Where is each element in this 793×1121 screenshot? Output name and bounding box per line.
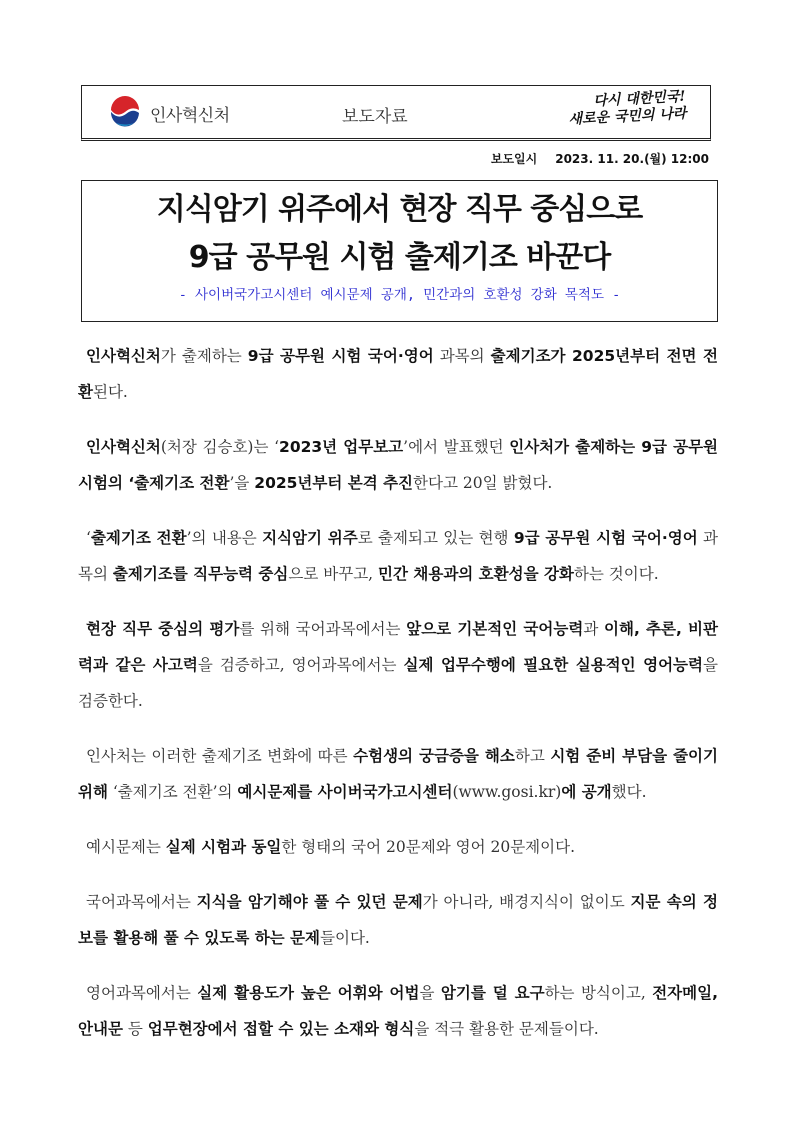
paragraph-4 — [78, 611, 718, 719]
para-text: 들이다. — [320, 929, 370, 947]
para-text: 하고 — [514, 747, 551, 765]
article-body — [78, 338, 718, 1066]
release-datetime — [491, 150, 709, 167]
para-text: ’의 내용은 — [186, 529, 263, 547]
paragraph-6 — [78, 829, 718, 865]
document-type: 보도자료 — [342, 107, 408, 127]
para-text-bold: 지식암기 위주 — [262, 529, 358, 547]
para-text: ’에서 발표했던 — [403, 438, 510, 456]
para-text: 을 — [419, 984, 441, 1002]
para-text: 과 — [583, 620, 605, 638]
para-text: ‘ — [86, 529, 91, 547]
para-text-bold: 출제기조를 직무능력 중심 — [112, 565, 289, 583]
para-text-bold: 9급 공무원 시험 국어·영어 — [513, 529, 698, 547]
press-header — [81, 85, 711, 141]
headline-line-1: 지식암기 위주에서 현장 직무 중심으로 — [156, 192, 643, 227]
para-text-bold: 2023년 업무보고 — [279, 438, 404, 456]
para-text-bold: 이해, 추론, 비판력과 같은 사고력 — [78, 620, 719, 674]
para-text-bold: 민간 채용과의 호환성을 강화 — [378, 565, 574, 583]
para-text: 과목의 — [433, 347, 491, 365]
taegeuk-logo-icon — [108, 96, 142, 130]
para-text: 으로 바꾸고, — [288, 565, 379, 583]
headline-subtitle: - 사이버국가고시센터 예시문제 공개, 민간과의 호환성 강화 목적도 - — [178, 287, 621, 303]
para-text-bold: 인사처가 출제하는 9급 공무원 시험의 ‘출제기조 전환 — [78, 438, 719, 492]
para-text-bold: 인사혁신처 — [86, 438, 161, 456]
para-text: 과목의 — [78, 529, 718, 583]
para-text-bold: 앞으로 기본적인 국어능력 — [406, 620, 584, 638]
para-text-bold: 에 공개 — [561, 783, 612, 801]
para-text-bold: 지식을 암기해야 풀 수 있던 문제 — [196, 893, 423, 911]
para-text-bold: 9급 공무원 시험 국어·영어 — [247, 347, 434, 365]
para-text: 가 아니라, 배경지식이 없이도 — [422, 893, 631, 911]
para-text-bold: 실제 업무수행에 필요한 실용적인 영어능력 — [403, 656, 704, 674]
para-text: 을 검증한다. — [78, 656, 718, 710]
org-logo — [108, 96, 230, 130]
para-text-bold: 수험생의 궁금증을 해소 — [353, 747, 515, 765]
para-text-bold: 출제기조가 2025년부터 전면 전환 — [78, 347, 718, 401]
slogan — [515, 89, 687, 132]
org-name: 인사혁신처 — [150, 105, 230, 126]
release-value: 2023. 11. 20.(월) 12:00 — [555, 152, 709, 166]
para-text: 한 형태의 국어 20문제와 영어 20문제이다. — [281, 838, 576, 856]
para-text: 을 적극 활용한 문제들이다. — [414, 1020, 599, 1038]
para-text: 을 검증하고, 영어과목에서는 — [197, 656, 404, 674]
slogan-line-1: 다시 대한민국! — [592, 88, 686, 110]
release-label: 보도일시 — [490, 152, 538, 166]
para-text-bold: 업무현장에서 접할 수 있는 소재와 형식 — [147, 1020, 415, 1038]
para-text-bold: 시험 준비 부담을 줄이기 위해 — [78, 747, 718, 801]
gosi-url: (www.gosi.kr) — [452, 783, 562, 801]
paragraph-8 — [78, 975, 718, 1047]
para-text: 를 위해 국어과목에서는 — [239, 620, 407, 638]
para-text: (처장 김승호)는 ‘ — [160, 438, 280, 456]
paragraph-5 — [78, 738, 718, 810]
para-text-bold: 실제 활용도가 높은 어휘와 어법 — [197, 984, 420, 1002]
para-text: 인사처는 이러한 출제기조 변화에 따른 — [86, 747, 354, 765]
para-text: ‘출제기조 전환’의 — [107, 783, 238, 801]
para-text-bold: 전자메일, 안내문 — [78, 984, 718, 1038]
para-text: 등 — [122, 1020, 148, 1038]
para-text: ’을 — [229, 474, 255, 492]
para-text-bold: 예시문제를 사이버국가고시센터 — [237, 783, 453, 801]
para-text: 예시문제는 — [86, 838, 166, 856]
para-text: 했다. — [611, 783, 647, 801]
headline-box — [81, 180, 718, 322]
para-text-bold: 출제기조 전환 — [90, 529, 187, 547]
para-text: 가 출제하는 — [160, 347, 248, 365]
para-text-bold: 2025년부터 본격 추진 — [254, 474, 414, 492]
para-text-bold: 지문 속의 정보를 활용해 풀 수 있도록 하는 문제 — [78, 893, 718, 947]
para-text-bold: 현장 직무 중심의 평가 — [86, 620, 240, 638]
paragraph-1 — [78, 338, 718, 410]
para-text: 로 출제되고 있는 현행 — [357, 529, 514, 547]
para-text-bold: 실제 시험과 동일 — [165, 838, 282, 856]
headline-line-2: 9급 공무원 시험 출제기조 바꾼다 — [188, 240, 611, 275]
para-text: 영어과목에서는 — [86, 984, 198, 1002]
para-text: 한다고 20일 밝혔다. — [413, 474, 553, 492]
para-text: 하는 것이다. — [573, 565, 659, 583]
paragraph-3 — [78, 520, 718, 592]
para-text: 된다. — [92, 383, 128, 401]
slogan-line-2: 새로운 국민의 나라 — [568, 105, 687, 128]
paragraph-2 — [78, 429, 718, 501]
para-text: 하는 방식이고, — [544, 984, 653, 1002]
para-text-bold: 암기를 덜 요구 — [440, 984, 545, 1002]
para-text-bold: 인사혁신처 — [86, 347, 161, 365]
para-text: 국어과목에서는 — [86, 893, 197, 911]
paragraph-7 — [78, 884, 718, 956]
